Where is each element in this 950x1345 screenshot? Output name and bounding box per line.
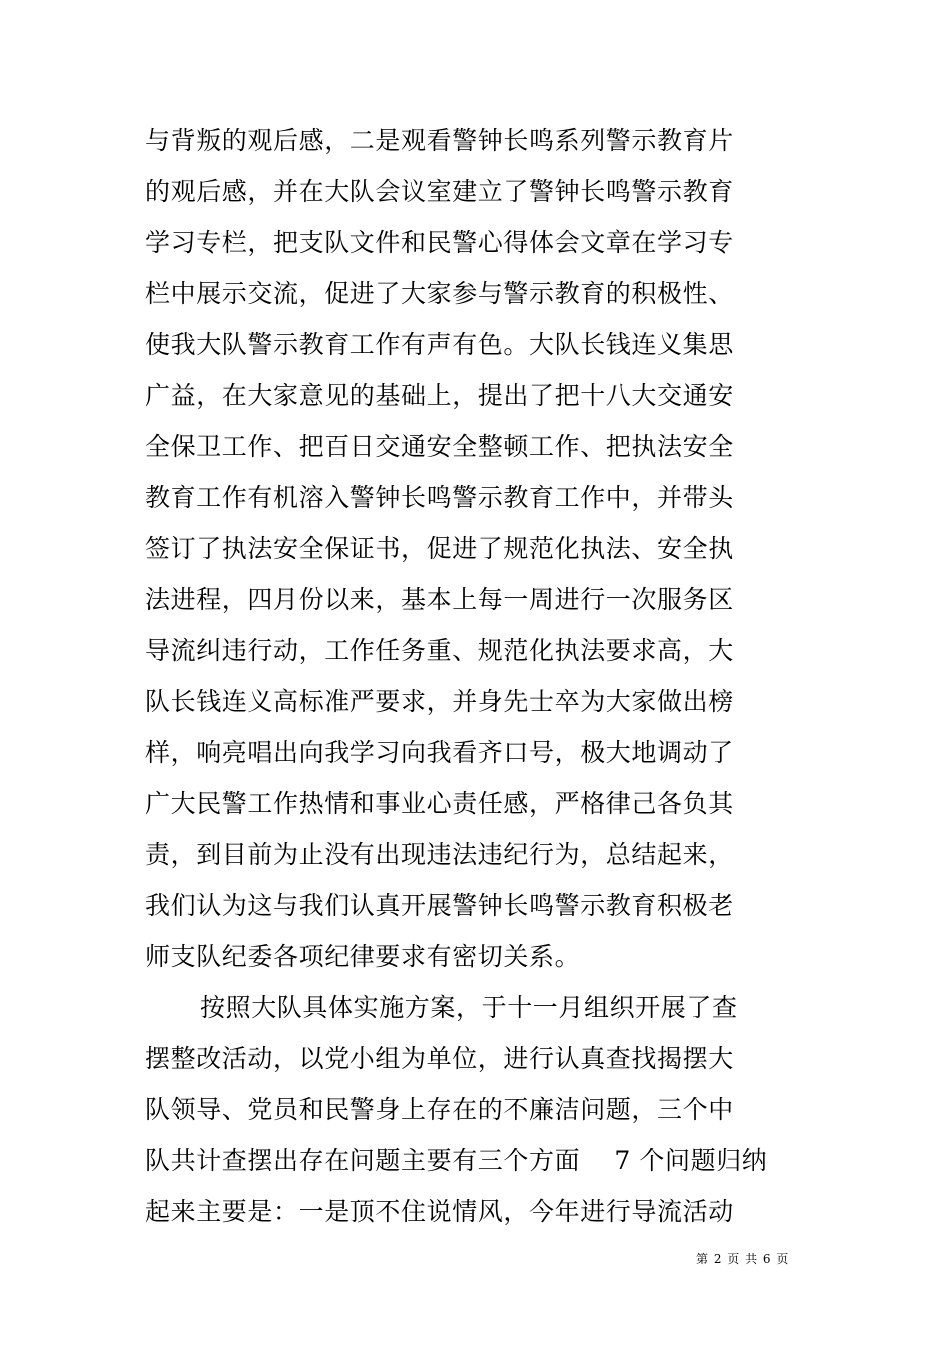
text-line: 学习专栏，把支队文件和民警心得体会文章在学习专 bbox=[145, 228, 734, 257]
text-line: 师支队纪委各项纪律要求有密切关系。 bbox=[145, 942, 581, 971]
text-line: 全保卫工作、把百日交通安全整顿工作、把执法安全 bbox=[145, 432, 734, 461]
text-line: 我们认为这与我们认真开展警钟长鸣警示教育积极老 bbox=[145, 891, 734, 920]
text-line: 广大民警工作热情和事业心责任感，严格律己各负其 bbox=[145, 789, 734, 818]
text-line: 队长钱连义高标准严要求，并身先士卒为大家做出榜 bbox=[145, 687, 734, 716]
text-line: 的观后感，并在大队会议室建立了警钟长鸣警示教育 bbox=[145, 177, 734, 206]
text-line: 使我大队警示教育工作有声有色。大队长钱连义集思 bbox=[145, 330, 734, 359]
text-line: 与背叛的观后感，二是观看警钟长鸣系列警示教育片 bbox=[145, 126, 734, 155]
text-line: 教育工作有机溶入警钟长鸣警示教育工作中，并带头 bbox=[145, 483, 734, 512]
text-line: 起来主要是：一是顶不住说情风，今年进行导流活动 bbox=[145, 1197, 734, 1226]
text-line: 导流纠违行动，工作任务重、规范化执法要求高，大 bbox=[145, 636, 734, 665]
text-line: 法进程，四月份以来，基本上每一周进行一次服务区 bbox=[145, 585, 734, 614]
page-number: 第 2 页 共 6 页 bbox=[696, 1252, 790, 1266]
text-line: 样，响亮唱出向我学习向我看齐口号，极大地调动了 bbox=[145, 738, 734, 767]
text-line: 责，到目前为止没有出现违法违纪行为，总结起来， bbox=[145, 840, 734, 869]
text-line: 签订了执法安全保证书，促进了规范化执法、安全执 bbox=[145, 534, 734, 563]
text-line: 栏中展示交流，促进了大家参与警示教育的积极性、 bbox=[145, 279, 734, 308]
text-line: 队共计查摆出存在问题主要有三个方面 7 个问题归纳 bbox=[145, 1146, 768, 1175]
paragraph-first-line: 按照大队具体实施方案，于十一月组织开展了查 bbox=[200, 993, 738, 1022]
text-line: 广益，在大家意见的基础上，提出了把十八大交通安 bbox=[145, 381, 734, 410]
text-line: 队领导、党员和民警身上存在的不廉洁问题，三个中 bbox=[145, 1095, 734, 1124]
text-line: 摆整改活动，以党小组为单位，进行认真查找揭摆大 bbox=[145, 1044, 734, 1073]
